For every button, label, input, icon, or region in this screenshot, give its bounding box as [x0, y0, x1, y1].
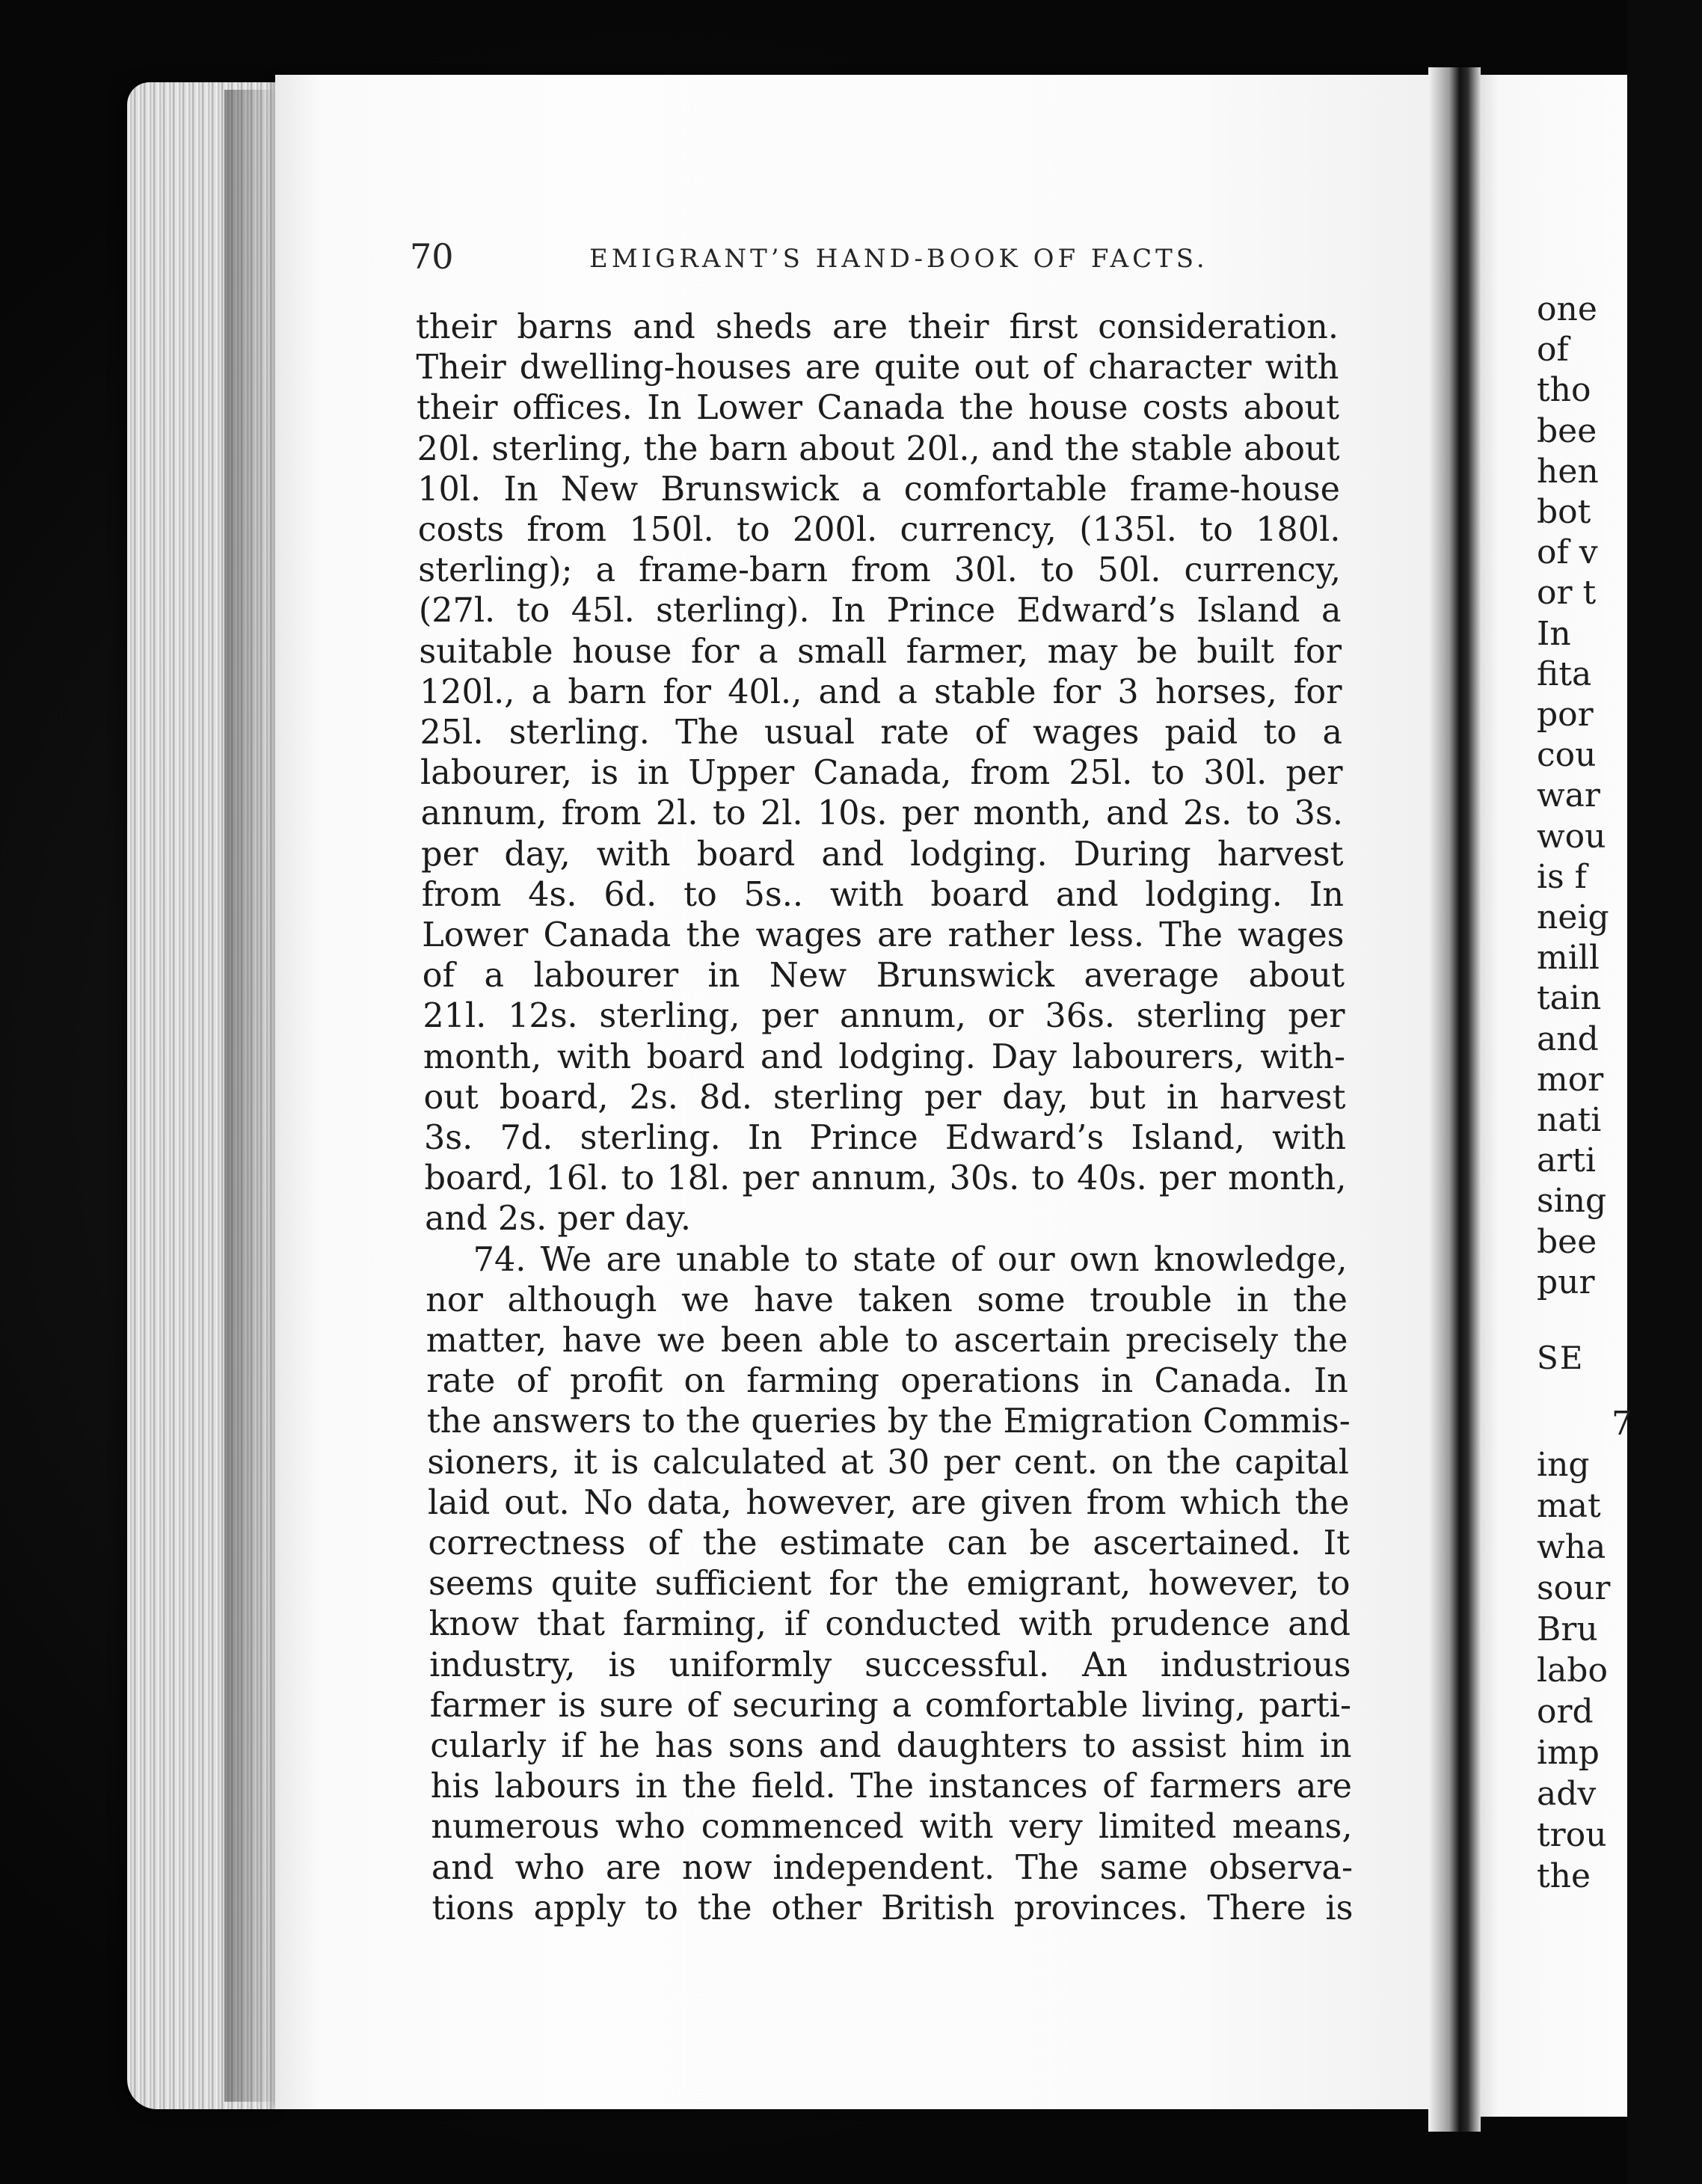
facing-page-fragment: hen [1537, 452, 1599, 491]
text-line: board, 16l. to 18l. per annum, 30s. to 40s. per month, [424, 1159, 1347, 1198]
text-line: the answers to the queries by the Emigration Commis- [426, 1402, 1351, 1441]
text-line: Lower Canada the wages are rather less. The wages [422, 916, 1345, 954]
facing-page-fragment: pur [1537, 1263, 1595, 1301]
text-line: 120l., a barn for 40l., and a stable for 3 horses, for [419, 672, 1342, 711]
text-line: farmer is sure of securing a comfortable living, parti- [429, 1686, 1351, 1725]
facing-page-heading-fragment: SE [1537, 1340, 1585, 1376]
text-line: industry, is uniformly successful. An industrious [429, 1645, 1351, 1684]
facing-page-fragment: Bru [1537, 1610, 1598, 1648]
text-line: numerous who commenced with very limited means, [431, 1808, 1353, 1847]
text-line: know that farming, if conducted with prudence and [428, 1605, 1351, 1644]
text-line: nor although we have taken some trouble in the [426, 1280, 1348, 1319]
facing-page-fragment: arti [1537, 1141, 1597, 1180]
text-line: sioners, it is calculated at 30 per cent. on the capital [427, 1443, 1349, 1482]
text-line: per day, with board and lodging. During harvest [421, 835, 1344, 874]
text-line: 20l. sterling, the barn about 20l., and the stable about [417, 429, 1340, 468]
text-line: 25l. sterling. The usual rate of wages paid to a [420, 714, 1342, 752]
facing-page-fragment: por [1537, 696, 1594, 734]
text-line: Their dwelling-houses are quite out of character with [416, 349, 1339, 387]
facing-page-fragment: bot [1537, 493, 1591, 531]
facing-page-fragment: is f [1537, 857, 1587, 896]
text-line: and 2s. per day. [425, 1200, 691, 1239]
facing-page-fragment: wou [1537, 817, 1606, 856]
facing-page-fragment: imp [1537, 1734, 1600, 1772]
text-line: tions apply to the other British provinces. There is [431, 1889, 1354, 1927]
facing-page-fragment: tho [1537, 371, 1591, 410]
facing-page-fragment: nati [1537, 1101, 1602, 1139]
facing-page-fragment: tain [1537, 979, 1602, 1018]
facing-page-fragment: war [1537, 776, 1600, 815]
facing-page-fragment: mill [1537, 939, 1600, 978]
facing-page-fragment: fita [1537, 654, 1592, 693]
text-line: sterling); a frame-barn from 30l. to 50l. currency, [418, 551, 1341, 590]
text-line: his labours in the field. The instances of farmers are [430, 1767, 1352, 1806]
text-line: month, with board and lodging. Day labourers, with- [423, 1037, 1345, 1076]
text-line: rate of profit on farming operations in Canada. In [426, 1362, 1348, 1401]
text-line: correctness of the estimate can be ascertained. It [428, 1524, 1350, 1562]
text-line: and who are now independent. The same observa- [431, 1848, 1353, 1887]
facing-page-fragment: In [1537, 614, 1571, 653]
facing-page-fragment: mor [1537, 1060, 1604, 1099]
facing-page-fragment: 7 [1612, 1405, 1632, 1443]
facing-page-fragment: one [1537, 290, 1597, 328]
facing-page-fragment: sing [1537, 1182, 1607, 1221]
page-number: 70 [410, 236, 454, 277]
facing-page-fragment: of [1537, 331, 1569, 369]
facing-page-fragment: adv [1537, 1775, 1597, 1813]
facing-page-fragment: neig [1537, 898, 1609, 936]
facing-page-fragment: of v [1537, 533, 1598, 572]
facing-page-fragment: trou [1537, 1816, 1607, 1854]
text-line: matter, have we been able to ascertain precisely the [426, 1322, 1348, 1360]
facing-page-fragment: labo [1537, 1651, 1608, 1690]
paragraph-start-line: 74. We are unable to state of our own knowledge, [473, 1240, 1348, 1279]
text-line: out board, 2s. 8d. sterling per day, but in harvest [423, 1078, 1346, 1117]
text-line: costs from 150l. to 200l. currency, (135l. to 180l. [417, 511, 1341, 549]
text-line: laid out. No data, however, are given from which the [427, 1483, 1350, 1522]
text-line: of a labourer in New Brunswick average about [422, 957, 1345, 996]
facing-page-fragment: mat [1537, 1487, 1601, 1525]
running-title: EMIGRANT’S HAND-BOOK OF FACTS. [589, 244, 1208, 274]
text-line: 21l. 12s. sterling, per annum, or 36s. sterling per [423, 997, 1345, 1036]
facing-page-fragment: wha [1537, 1528, 1606, 1566]
text-line: 3s. 7d. sterling. In Prince Edward’s Island, with [424, 1119, 1346, 1157]
facing-page-fragment: cou [1537, 736, 1597, 775]
text-line: their barns and sheds are their first consideration. [416, 308, 1339, 346]
text-line: 10l. In New Brunswick a comfortable frame-house [417, 470, 1340, 509]
text-line: annum, from 2l. to 2l. 10s. per month, and 2s. to 3s. [420, 794, 1343, 833]
facing-page-fragment: ord [1537, 1693, 1594, 1731]
facing-page-fragment: ing [1537, 1446, 1590, 1484]
text-line: from 4s. 6d. to 5s.. with board and lodging. In [421, 875, 1344, 914]
text-line: their offices. In Lower Canada the house costs about [417, 389, 1339, 428]
facing-page-fragment: bee [1537, 411, 1597, 450]
facing-page-fragment: and [1537, 1019, 1599, 1058]
facing-page-fragment: sour [1537, 1569, 1611, 1607]
text-line: seems quite sufficient for the emigrant, however, to [428, 1565, 1351, 1604]
facing-page-fragment: the [1537, 1857, 1591, 1895]
text-line: (27l. to 45l. sterling). In Prince Edward’s Island a [418, 592, 1342, 631]
text-line: cularly if he has sons and daughters to assist him in [430, 1727, 1352, 1765]
text-line: labourer, is in Upper Canada, from 25l. to 30l. per [420, 754, 1343, 793]
facing-page-fragment: or t [1537, 574, 1597, 613]
facing-page-fragment: bee [1537, 1222, 1597, 1261]
text-line: suitable house for a small farmer, may be built for [419, 632, 1342, 671]
